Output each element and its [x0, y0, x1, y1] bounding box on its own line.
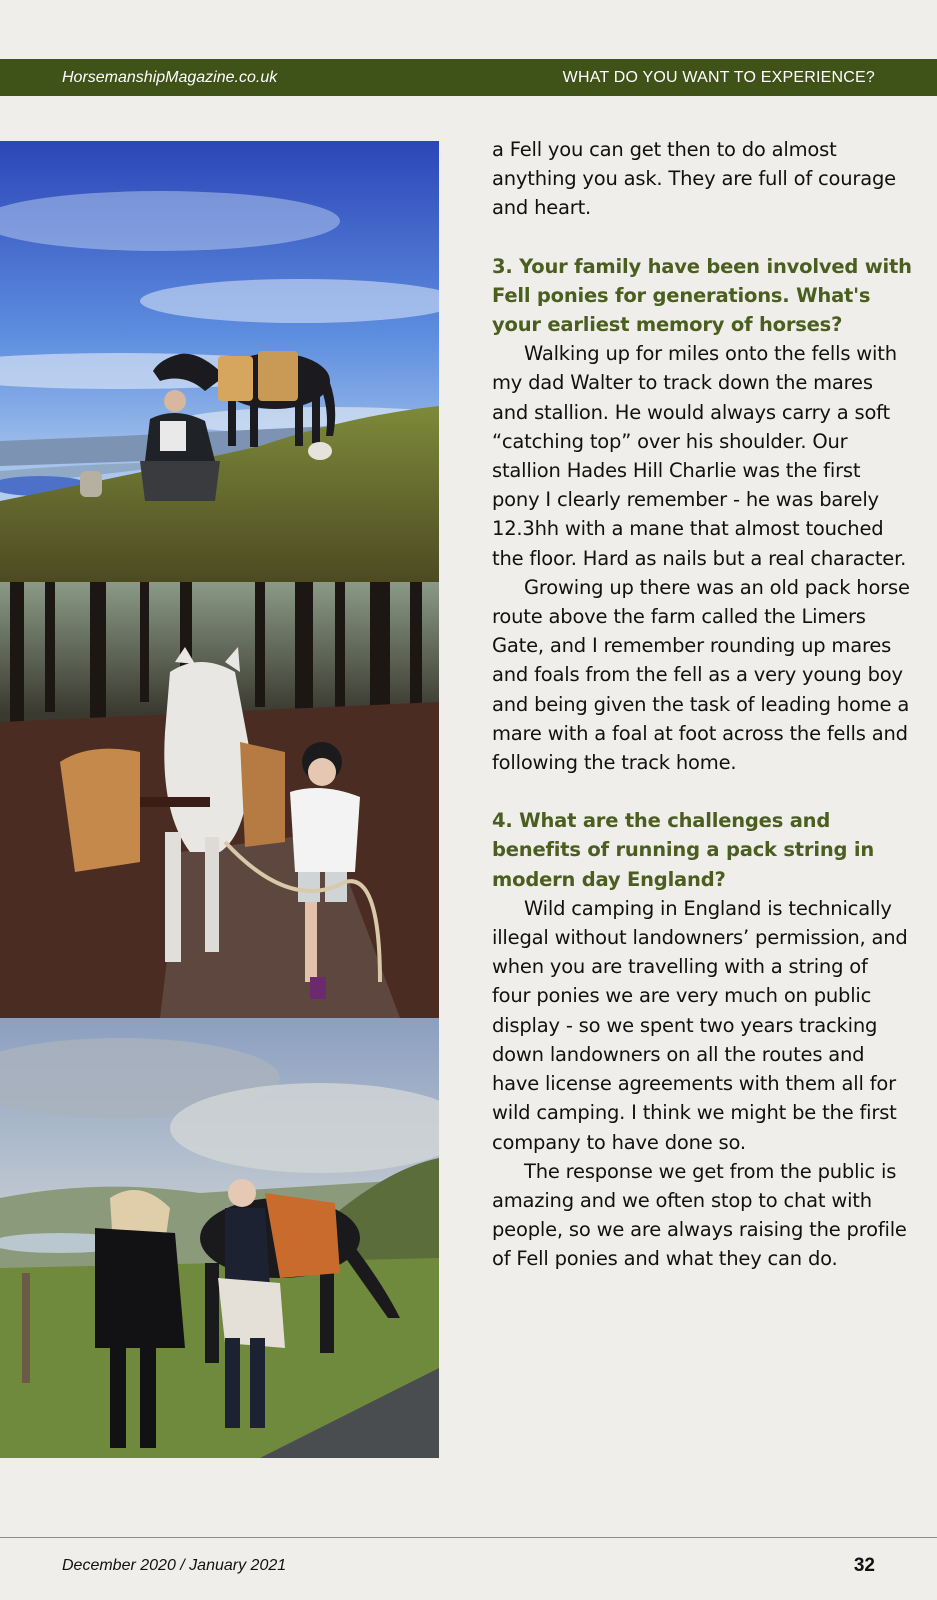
answer-3-paragraph-2: Growing up there was an old pack horse route above the farm called the Limers Gate, and I remember rounding up mares and foals from the fell as a very young boy and being given the task of leading home a mare with a foal at foot across the fells and following the track home. [492, 575, 910, 775]
spacer [492, 223, 912, 252]
answer-4-paragraph-2: The response we get from the public is amazing and we often stop to chat with people, so we are always raising the profile of Fell ponies and what they can do. [492, 1159, 907, 1271]
question-3-heading: 3. Your family have been involved with Fell ponies for generations. What's your earliest memory of horses? [492, 254, 912, 337]
spacer [492, 777, 912, 806]
section-title: WHAT DO YOU WANT TO EXPERIENCE? [562, 69, 875, 86]
answer-4-paragraph-1: Wild camping in England is technically illegal without landowners’ permission, and when you are travelling with a string of four ponies we are very much on public display - so we spent two years tracking down landowners on all the routes and have license agreements with them all for wild camping. I think we might be the first company to have done so. [492, 896, 908, 1154]
header-bar [0, 59, 937, 96]
footer-divider [0, 1537, 937, 1538]
question-4-heading: 4. What are the challenges and benefits of running a pack string in modern day England? [492, 809, 875, 891]
photo-hillside-pony [0, 141, 439, 582]
page-number: 32 [853, 1555, 875, 1576]
photo-valley-women-pony [0, 1018, 439, 1458]
photo-forest-boy-pony [0, 582, 439, 1018]
paragraph-intro: a Fell you can get then to do almost anything you ask. They are full of courage and heart. [492, 138, 896, 220]
article-body [492, 135, 912, 1274]
site-name: HorsemanshipMagazine.co.uk [62, 69, 278, 86]
photo-column [0, 141, 439, 1458]
answer-3-paragraph-1: Walking up for miles onto the fells with my dad Walter to track down the mares and stallion. He would always carry a soft “catching top” over his shoulder. Our stallion Hades Hill Charlie was the first pony I clearly remember - he was barely 12.3hh with a mane that almost touched the floor. Hard as nails but a real character. [492, 342, 907, 570]
issue-date: December 2020 / January 2021 [62, 1557, 287, 1574]
